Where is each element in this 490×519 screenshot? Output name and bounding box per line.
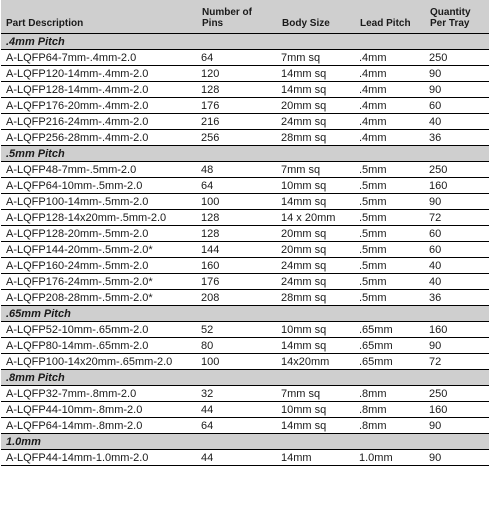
part-cell: A-LQFP64-7mm-.4mm-2.0	[1, 50, 197, 66]
quantity-cell: 40	[425, 258, 489, 274]
pitch-cell: .5mm	[355, 258, 425, 274]
table-row	[1, 178, 489, 194]
part-cell: A-LQFP100-14mm-.5mm-2.0	[1, 194, 197, 210]
section-title: .65mm Pitch	[1, 306, 489, 322]
pitch-cell: .4mm	[355, 114, 425, 130]
table-body	[1, 34, 489, 466]
table-row	[1, 322, 489, 338]
part-cell: A-LQFP128-14mm-.4mm-2.0	[1, 82, 197, 98]
quantity-cell: 250	[425, 50, 489, 66]
pins-cell: 128	[197, 210, 277, 226]
pins-cell: 144	[197, 242, 277, 258]
section-title: .4mm Pitch	[1, 34, 489, 50]
pitch-cell: .4mm	[355, 82, 425, 98]
lqfp-tray-table	[1, 0, 489, 466]
pitch-cell: .5mm	[355, 162, 425, 178]
table-row	[1, 98, 489, 114]
table-row	[1, 258, 489, 274]
pins-cell: 256	[197, 130, 277, 146]
section-header-row	[1, 370, 489, 386]
table-row	[1, 354, 489, 370]
body-size-cell: 7mm sq	[277, 162, 355, 178]
pitch-cell: .4mm	[355, 130, 425, 146]
pitch-cell: .5mm	[355, 274, 425, 290]
part-cell: A-LQFP44-10mm-.8mm-2.0	[1, 402, 197, 418]
section-header-row	[1, 434, 489, 450]
section-header-row	[1, 146, 489, 162]
pins-cell: 176	[197, 98, 277, 114]
part-cell: A-LQFP216-24mm-.4mm-2.0	[1, 114, 197, 130]
part-cell: A-LQFP176-20mm-.4mm-2.0	[1, 98, 197, 114]
body-size-cell: 20mm sq	[277, 226, 355, 242]
quantity-cell: 72	[425, 210, 489, 226]
pitch-cell: .5mm	[355, 226, 425, 242]
pitch-cell: .8mm	[355, 418, 425, 434]
body-size-cell: 20mm sq	[277, 98, 355, 114]
quantity-cell: 40	[425, 274, 489, 290]
body-size-cell: 28mm sq	[277, 290, 355, 306]
body-size-cell: 7mm sq	[277, 50, 355, 66]
section-header-row	[1, 306, 489, 322]
pins-cell: 44	[197, 450, 277, 466]
header-lead-pitch: Lead Pitch	[355, 0, 425, 34]
header-part-description: Part Description	[1, 0, 197, 34]
table-row	[1, 130, 489, 146]
section-header-row	[1, 34, 489, 50]
part-cell: A-LQFP128-20mm-.5mm-2.0	[1, 226, 197, 242]
pins-cell: 216	[197, 114, 277, 130]
pins-cell: 160	[197, 258, 277, 274]
header-quantity-per-tray: Quantity Per Tray	[425, 0, 489, 34]
pins-cell: 100	[197, 354, 277, 370]
pins-cell: 64	[197, 50, 277, 66]
part-cell: A-LQFP120-14mm-.4mm-2.0	[1, 66, 197, 82]
body-size-cell: 14x20mm	[277, 354, 355, 370]
part-cell: A-LQFP32-7mm-.8mm-2.0	[1, 386, 197, 402]
body-size-cell: 14mm	[277, 450, 355, 466]
table-row	[1, 386, 489, 402]
section-title: .8mm Pitch	[1, 370, 489, 386]
part-cell: A-LQFP144-20mm-.5mm-2.0*	[1, 242, 197, 258]
section-title: .5mm Pitch	[1, 146, 489, 162]
pins-cell: 176	[197, 274, 277, 290]
body-size-cell: 10mm sq	[277, 322, 355, 338]
quantity-cell: 60	[425, 98, 489, 114]
table-row	[1, 242, 489, 258]
pitch-cell: .5mm	[355, 178, 425, 194]
pitch-cell: .4mm	[355, 98, 425, 114]
body-size-cell: 14mm sq	[277, 82, 355, 98]
header-body-size: Body Size	[277, 0, 355, 34]
table-row	[1, 194, 489, 210]
part-cell: A-LQFP208-28mm-.5mm-2.0*	[1, 290, 197, 306]
quantity-cell: 160	[425, 402, 489, 418]
part-cell: A-LQFP128-14x20mm-.5mm-2.0	[1, 210, 197, 226]
pins-cell: 128	[197, 226, 277, 242]
table-row	[1, 226, 489, 242]
pitch-cell: .8mm	[355, 402, 425, 418]
quantity-cell: 160	[425, 178, 489, 194]
quantity-cell: 90	[425, 66, 489, 82]
part-cell: A-LQFP176-24mm-.5mm-2.0*	[1, 274, 197, 290]
part-cell: A-LQFP160-24mm-.5mm-2.0	[1, 258, 197, 274]
part-cell: A-LQFP64-10mm-.5mm-2.0	[1, 178, 197, 194]
table-row	[1, 274, 489, 290]
part-cell: A-LQFP100-14x20mm-.65mm-2.0	[1, 354, 197, 370]
quantity-cell: 90	[425, 450, 489, 466]
table-row	[1, 162, 489, 178]
body-size-cell: 24mm sq	[277, 114, 355, 130]
body-size-cell: 24mm sq	[277, 258, 355, 274]
pitch-cell: .65mm	[355, 322, 425, 338]
pitch-cell: .5mm	[355, 194, 425, 210]
pins-cell: 64	[197, 418, 277, 434]
body-size-cell: 10mm sq	[277, 402, 355, 418]
pitch-cell: .5mm	[355, 242, 425, 258]
body-size-cell: 14mm sq	[277, 338, 355, 354]
body-size-cell: 20mm sq	[277, 242, 355, 258]
pitch-cell: .5mm	[355, 290, 425, 306]
table-row	[1, 66, 489, 82]
quantity-cell: 90	[425, 194, 489, 210]
table-row	[1, 450, 489, 466]
quantity-cell: 40	[425, 114, 489, 130]
body-size-cell: 28mm sq	[277, 130, 355, 146]
table-row	[1, 290, 489, 306]
pins-cell: 32	[197, 386, 277, 402]
pitch-cell: .8mm	[355, 386, 425, 402]
quantity-cell: 60	[425, 226, 489, 242]
body-size-cell: 7mm sq	[277, 386, 355, 402]
pins-cell: 128	[197, 82, 277, 98]
body-size-cell: 14mm sq	[277, 66, 355, 82]
part-cell: A-LQFP52-10mm-.65mm-2.0	[1, 322, 197, 338]
quantity-cell: 160	[425, 322, 489, 338]
quantity-cell: 90	[425, 418, 489, 434]
pitch-cell: .65mm	[355, 338, 425, 354]
table-row	[1, 402, 489, 418]
quantity-cell: 90	[425, 82, 489, 98]
table-row	[1, 210, 489, 226]
body-size-cell: 14mm sq	[277, 418, 355, 434]
table-row	[1, 418, 489, 434]
pins-cell: 48	[197, 162, 277, 178]
pitch-cell: .65mm	[355, 354, 425, 370]
table-header	[1, 0, 489, 34]
pitch-cell: .4mm	[355, 50, 425, 66]
header-number-of-pins: Number of Pins	[197, 0, 277, 34]
table-row	[1, 114, 489, 130]
quantity-cell: 250	[425, 386, 489, 402]
pins-cell: 64	[197, 178, 277, 194]
quantity-cell: 36	[425, 130, 489, 146]
pins-cell: 44	[197, 402, 277, 418]
pins-cell: 52	[197, 322, 277, 338]
part-cell: A-LQFP64-14mm-.8mm-2.0	[1, 418, 197, 434]
table-row	[1, 338, 489, 354]
body-size-cell: 14mm sq	[277, 194, 355, 210]
quantity-cell: 36	[425, 290, 489, 306]
quantity-cell: 72	[425, 354, 489, 370]
pitch-cell: .5mm	[355, 210, 425, 226]
quantity-cell: 90	[425, 338, 489, 354]
body-size-cell: 10mm sq	[277, 178, 355, 194]
part-cell: A-LQFP80-14mm-.65mm-2.0	[1, 338, 197, 354]
body-size-cell: 14 x 20mm	[277, 210, 355, 226]
section-title: 1.0mm	[1, 434, 489, 450]
quantity-cell: 250	[425, 162, 489, 178]
pins-cell: 80	[197, 338, 277, 354]
pitch-cell: .4mm	[355, 66, 425, 82]
pitch-cell: 1.0mm	[355, 450, 425, 466]
table-row	[1, 50, 489, 66]
header-row	[1, 0, 489, 34]
part-cell: A-LQFP44-14mm-1.0mm-2.0	[1, 450, 197, 466]
pins-cell: 120	[197, 66, 277, 82]
pins-cell: 100	[197, 194, 277, 210]
part-cell: A-LQFP48-7mm-.5mm-2.0	[1, 162, 197, 178]
part-cell: A-LQFP256-28mm-.4mm-2.0	[1, 130, 197, 146]
table-row	[1, 82, 489, 98]
quantity-cell: 60	[425, 242, 489, 258]
body-size-cell: 24mm sq	[277, 274, 355, 290]
pins-cell: 208	[197, 290, 277, 306]
